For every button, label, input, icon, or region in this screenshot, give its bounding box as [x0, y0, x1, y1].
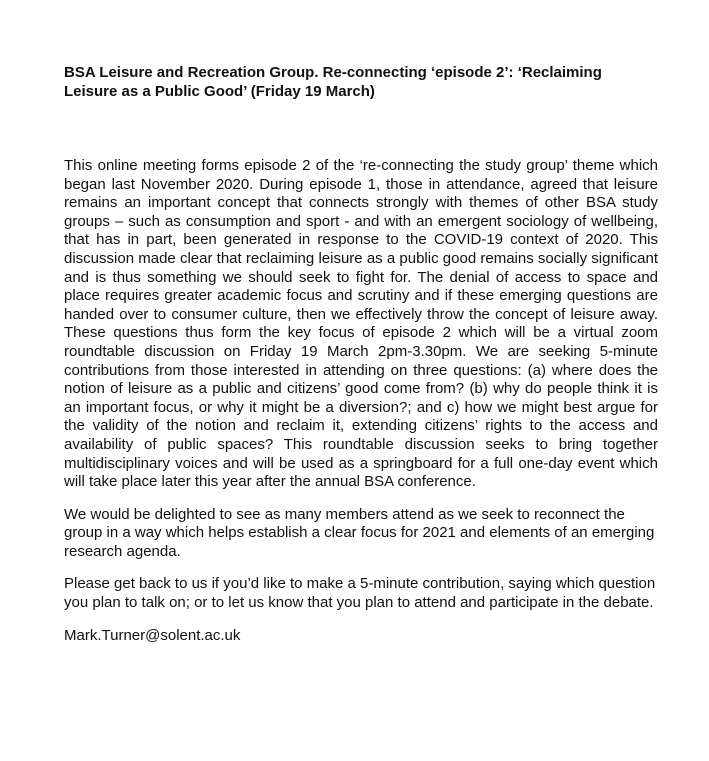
paragraph-intro: This online meeting forms episode 2 of the ‘re-connecting the study group’ theme which began last November 2020. During episode 1, those in attendance, agreed that leisure remains an important concept that connects strongly with themes of other BSA study groups – such as consumption and sport - and with an emergent sociology of wellbeing, that has in part, been generated in response to the COVID-19 context of 2020. This discussion made clear that reclaiming leisure as a public good remains socially significant and is thus something we should seek to fight for. The denial of access to space and place requires greater academic focus and scrutiny and if these emerging questions are handed over to consumer culture, then we effectively throw the concept of leisure away. These questions thus form the key focus of episode 2 which will be a virtual zoom roundtable discussion on Friday 19 March 2pm-3.30pm. We are seeking 5-minute contributions from those interested in attending on three questions: (a) where does the notion of leisure as a public and citizens’ good come from? (b) why do people think it is an important focus, or why it might be a diversion?; and c) how we might best argue for the validity of the notion and reclaim it, extending citizens’ rights to the access and availability of public spaces? This roundtable discussion seeks to bring together multidisciplinary voices and will be used as a springboard for a full one-day event which will take place later this year after the annual BSA conference. — [64, 157, 658, 491]
paragraph-contact-request: Please get back to us if you’d like to make a 5-minute contribution, saying which question you plan to talk on; or to let us know that you plan to attend and participate in the debate. — [64, 575, 656, 612]
paragraph-invitation: We would be delighted to see as many members attend as we seek to reconnect the group in a way which helps establish a clear focus for 2021 and elements of an emerging research agenda. — [64, 505, 655, 560]
document-body — [64, 157, 658, 645]
document-title: BSA Leisure and Recreation Group. Re-connecting ‘episode 2’: ‘Reclaiming Leisure as a Public Good’ (Friday 19 March) — [64, 64, 602, 100]
contact-email: Mark.Turner@solent.ac.uk — [64, 626, 241, 644]
document-page — [64, 63, 658, 645]
